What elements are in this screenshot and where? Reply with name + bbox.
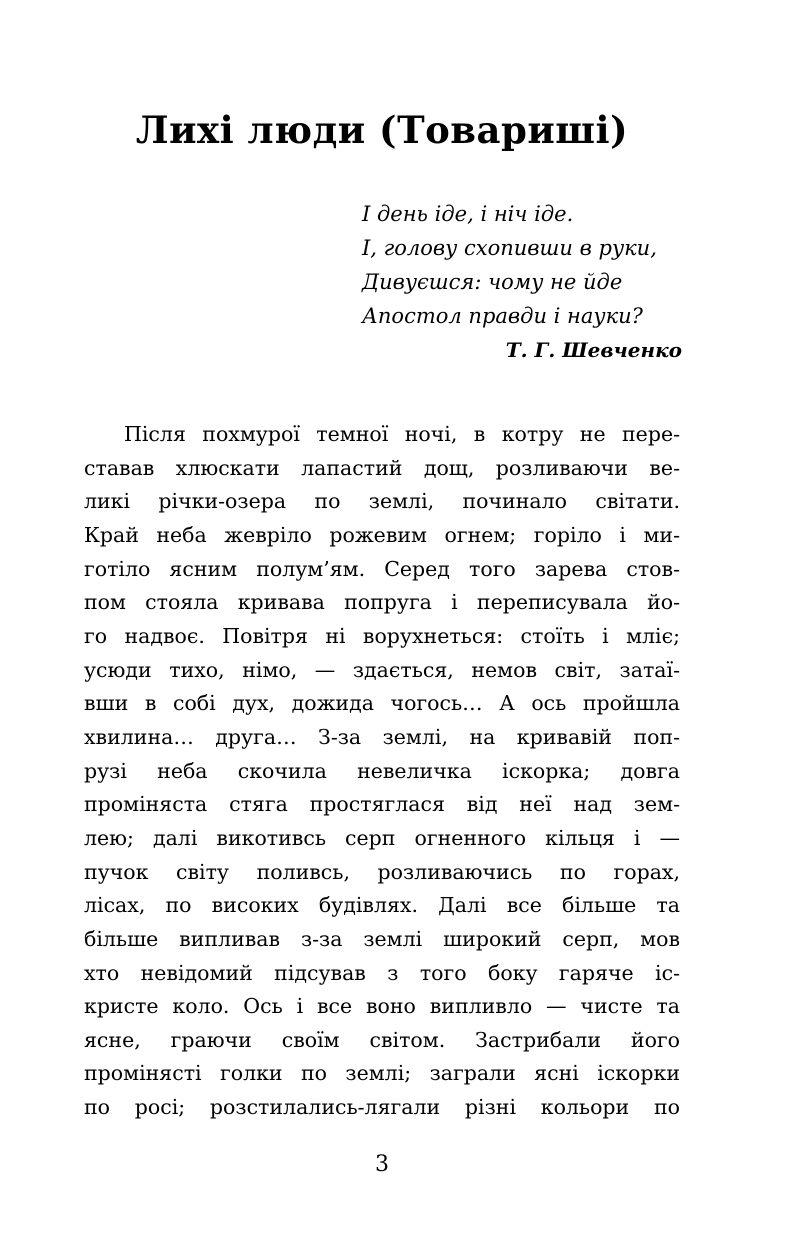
text-line: Край неба жевріло рожевим огнем; горіло і ми- — [84, 522, 680, 547]
text-line: лісах, по високих будівлях. Далі все більше та — [84, 893, 680, 918]
text-line: кристе коло. Ось і все воно випливло — чисте та — [84, 994, 680, 1019]
text-line: ликі річки-озера по землі, починало світати. — [84, 489, 680, 514]
text-line: го надвоє. Повітря ні ворухнеться: стоїть і мліє; — [84, 623, 680, 648]
epigraph-line: І, голову схопивши в руки, — [362, 236, 657, 260]
epigraph-line: Апостол правди і науки? — [362, 304, 643, 328]
text-line: усюди тихо, німо, — здається, немов світ, затаї- — [84, 657, 680, 682]
text-line: пучок світу поливсь, розливаючись по горах, — [84, 859, 680, 884]
text-line: ставав хлюскати лапастий дощ, розливаючи ве- — [84, 455, 680, 480]
epigraph-line: І день іде, і ніч іде. — [362, 202, 574, 226]
text-line: ясне, граючи своїм світом. Застрибали його — [84, 1027, 680, 1052]
text-line: хто невідомий підсував з того боку гаряче іс- — [84, 960, 680, 985]
text-line: по росі; розстилались-лягали різні кольори по — [84, 1095, 680, 1120]
text-line: лею; далі викотивсь серп огненного кільця і — — [84, 825, 680, 850]
text-line: пом стояла кривава попруга і переписувала йо- — [84, 590, 680, 615]
text-line: проміняcті голки по землі; заграли ясні іскорки — [84, 1061, 680, 1086]
epigraph-line: Дивуєшся: чому не йде — [362, 270, 623, 294]
text-line: Після похмурої темної ночі, в котру не пере- — [124, 422, 680, 446]
body-paragraph — [84, 418, 680, 1125]
text-line: більше випливав з-за землі широкий серп, мов — [84, 926, 680, 951]
page-number: 3 — [375, 1152, 389, 1177]
epigraph-author: Т. Г. Шевченко — [505, 338, 682, 362]
epigraph — [362, 197, 682, 367]
chapter-title: Лихі люди (Товариші) — [135, 108, 629, 152]
text-line: рузі неба скочила невеличка іскорка; довга — [84, 758, 680, 783]
text-line: проміняста стяга простяглася від неї над зем- — [84, 792, 680, 817]
text-line: готіло ясним полум’ям. Серед того зарева стов- — [84, 556, 680, 581]
text-line: вши в собі дух, дожида чогось… А ось пройшла — [84, 691, 680, 716]
text-line: хвилина… друга… З-за землі, на кривавій поп- — [84, 724, 680, 749]
